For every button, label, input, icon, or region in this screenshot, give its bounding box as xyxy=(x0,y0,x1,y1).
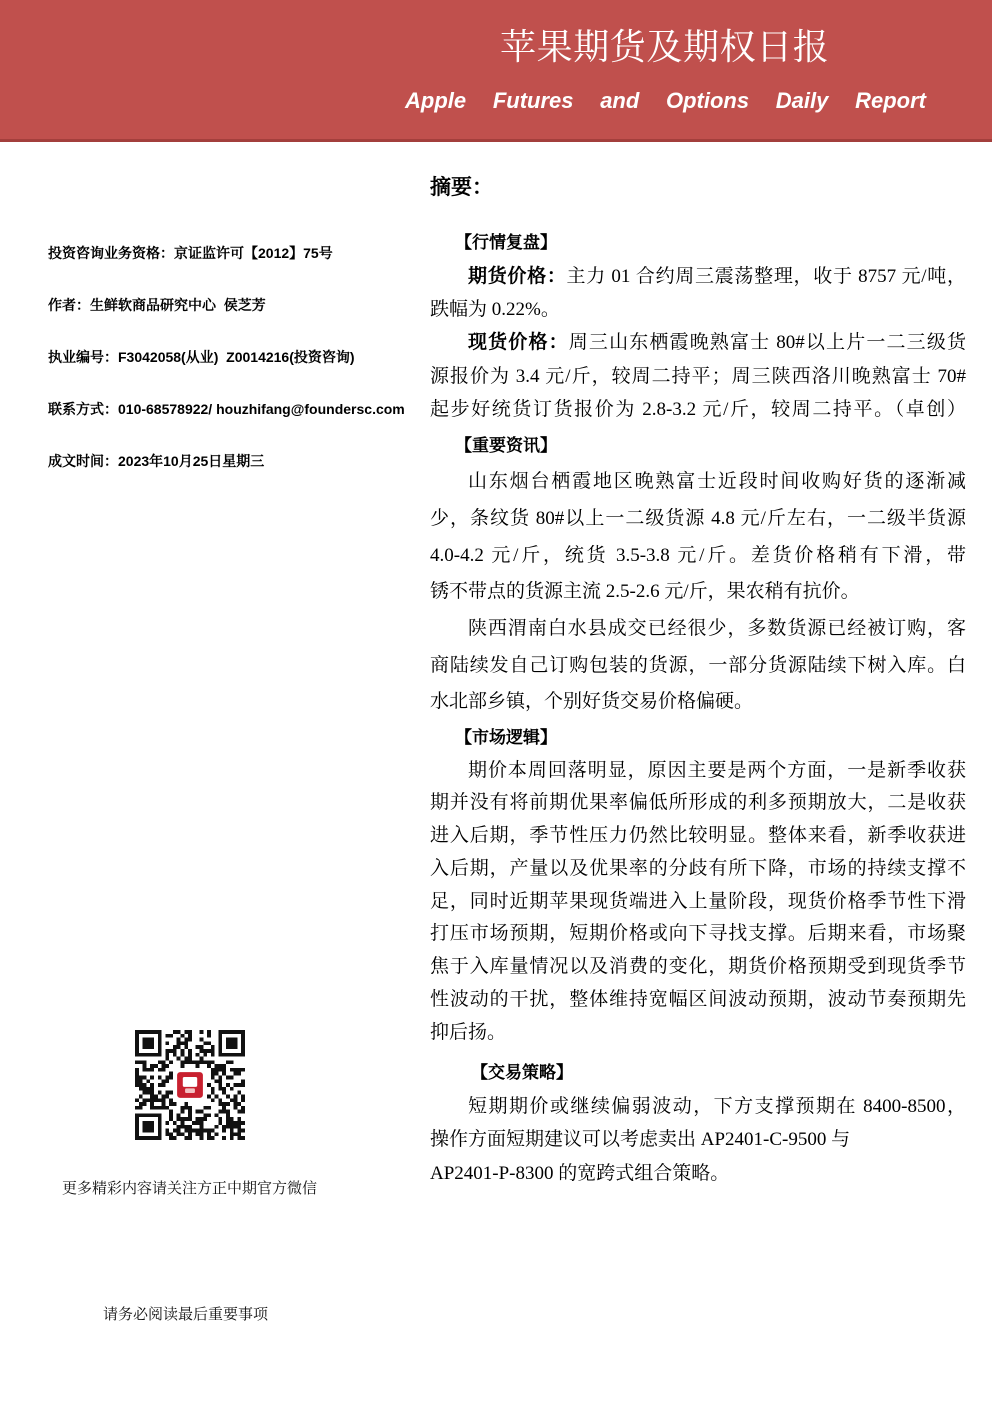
qr-code xyxy=(135,1030,245,1140)
paragraph-line: 源报价为 3.4 元/斤，较周二持平；周三陕西洛川晚熟富士 70# xyxy=(430,365,966,387)
paragraph-line: 少，条纹货 80#以上一二级货源 4.8 元/斤左右，一二级半货源 xyxy=(430,507,966,529)
author-label: 作者：生鲜软商品研究中心 侯芝芳 xyxy=(48,297,266,313)
paragraph-line: 抑后扬。 xyxy=(430,1021,507,1043)
paragraph-line: 入后期，产量以及优果率的分歧有所下降，市场的持续支撑不 xyxy=(430,857,966,879)
subtitle-word: and xyxy=(600,88,640,113)
paragraph-line: 期并没有将前期优果率偏低所形成的利多预期放大，二是收获 xyxy=(430,792,966,814)
subtitle-word: Futures xyxy=(492,88,574,113)
qr-finder-pattern xyxy=(135,1030,162,1057)
disclaimer-notice: 请务必阅读最后重要事项 xyxy=(103,1306,269,1323)
section-heading: 【重要资讯】 xyxy=(455,435,557,455)
paragraph-line: 焦于入库量情况以及消费的变化，期货价格预期受到现货季节 xyxy=(430,956,966,977)
report-date: 成文时间：2023年10月25日星期三 xyxy=(48,453,265,469)
paragraph-line: 锈不带点的货源主流 2.5-2.6 元/斤，果农稍有抗价。 xyxy=(430,581,860,603)
line-text: 主力 01 合约周三震荡整理，收于 8757 元/吨， xyxy=(566,265,966,287)
paragraph-line: 水北部乡镇，个别好货交易价格偏硬。 xyxy=(430,691,754,713)
section-heading: 【行情复盘】 xyxy=(455,233,557,253)
paragraph-line: 操作方面短期建议可以考虑卖出 AP2401-C-9500 与 xyxy=(430,1129,851,1150)
paragraph-line: 短期期价或继续偏弱波动，下方支撑预期在 8400-8500， xyxy=(468,1095,966,1117)
paragraph-line: 跌幅为 0.22%。 xyxy=(430,299,560,321)
paragraph-line: 打压市场预期，短期价格或向下寻找支撑。后期来看，市场聚 xyxy=(430,923,966,945)
paragraph-line: 性波动的干扰，整体维持宽幅区间波动预期，波动节奏预期先 xyxy=(430,988,966,1010)
wechat-caption: 更多精彩内容请关注方正中期官方微信 xyxy=(62,1180,318,1197)
subtitle-word: Daily xyxy=(775,88,829,113)
paragraph-line: 起步好统货订货报价为 2.8-3.2 元/斤，较周二持平。（卓创） xyxy=(430,399,966,421)
line-text: 周三山东栖霞晚熟富士 80#以上片一二三级货 xyxy=(568,332,966,354)
paragraph-line: 陕西渭南白水县成交已经很少，多数货源已经被订购，客 xyxy=(468,618,966,640)
paragraph-line: 商陆续发自己订购包装的货源，一部分货源陆续下树入库。白 xyxy=(430,654,966,676)
section-market-review xyxy=(430,226,966,426)
paragraph-line xyxy=(430,326,966,359)
line-label: 期货价格： xyxy=(468,265,567,287)
license-number: 执业编号：F3042058(从业) Z0014216(投资咨询) xyxy=(48,349,355,365)
header-band xyxy=(0,0,992,142)
subtitle-word: Apple xyxy=(405,88,467,113)
qr-finder-pattern xyxy=(218,1030,245,1057)
subtitle-word: Options xyxy=(666,88,750,113)
section-heading: 【市场逻辑】 xyxy=(455,727,557,747)
summary-title: 摘要： xyxy=(430,176,493,199)
line-label: 现货价格： xyxy=(468,332,569,354)
qualification-label: 投资咨询业务资格：京证监许可【2012】75号 xyxy=(48,245,333,261)
paragraph-line: 山东烟台栖霞地区晚熟富士近段时间收购好货的逐渐减 xyxy=(468,471,966,493)
paragraph-line: 进入后期，季节性压力仍然比较明显。整体来看，新季收获进 xyxy=(430,825,966,846)
section-heading: 【交易策略】 xyxy=(471,1062,573,1082)
paragraph-line: 足，同时近期苹果现货端进入上量阶段，现货价格季节性下滑 xyxy=(430,890,966,912)
report-subtitle xyxy=(405,86,926,116)
paragraph-line: 4.0-4.2 元/斤，统货 3.5-3.8 元/斤。差货价格稍有下滑，带 xyxy=(430,544,966,566)
qr-logo-icon xyxy=(174,1069,205,1100)
subtitle-word: Report xyxy=(855,88,926,113)
report-title: 苹果期货及期权日报 xyxy=(500,26,830,67)
section-key-news xyxy=(430,428,966,722)
contact-info: 联系方式：010-68578922/ houzhifang@foundersc.com xyxy=(48,401,405,417)
paragraph-line: 期价本周回落明显，原因主要是两个方面，一是新季收获 xyxy=(468,759,966,781)
paragraph-line: AP2401-P-8300 的宽跨式组合策略。 xyxy=(430,1162,730,1184)
section-market-logic xyxy=(430,720,966,1050)
qr-finder-pattern xyxy=(135,1113,162,1140)
section-trading-strategy xyxy=(430,1055,966,1191)
paragraph-line xyxy=(430,260,966,293)
